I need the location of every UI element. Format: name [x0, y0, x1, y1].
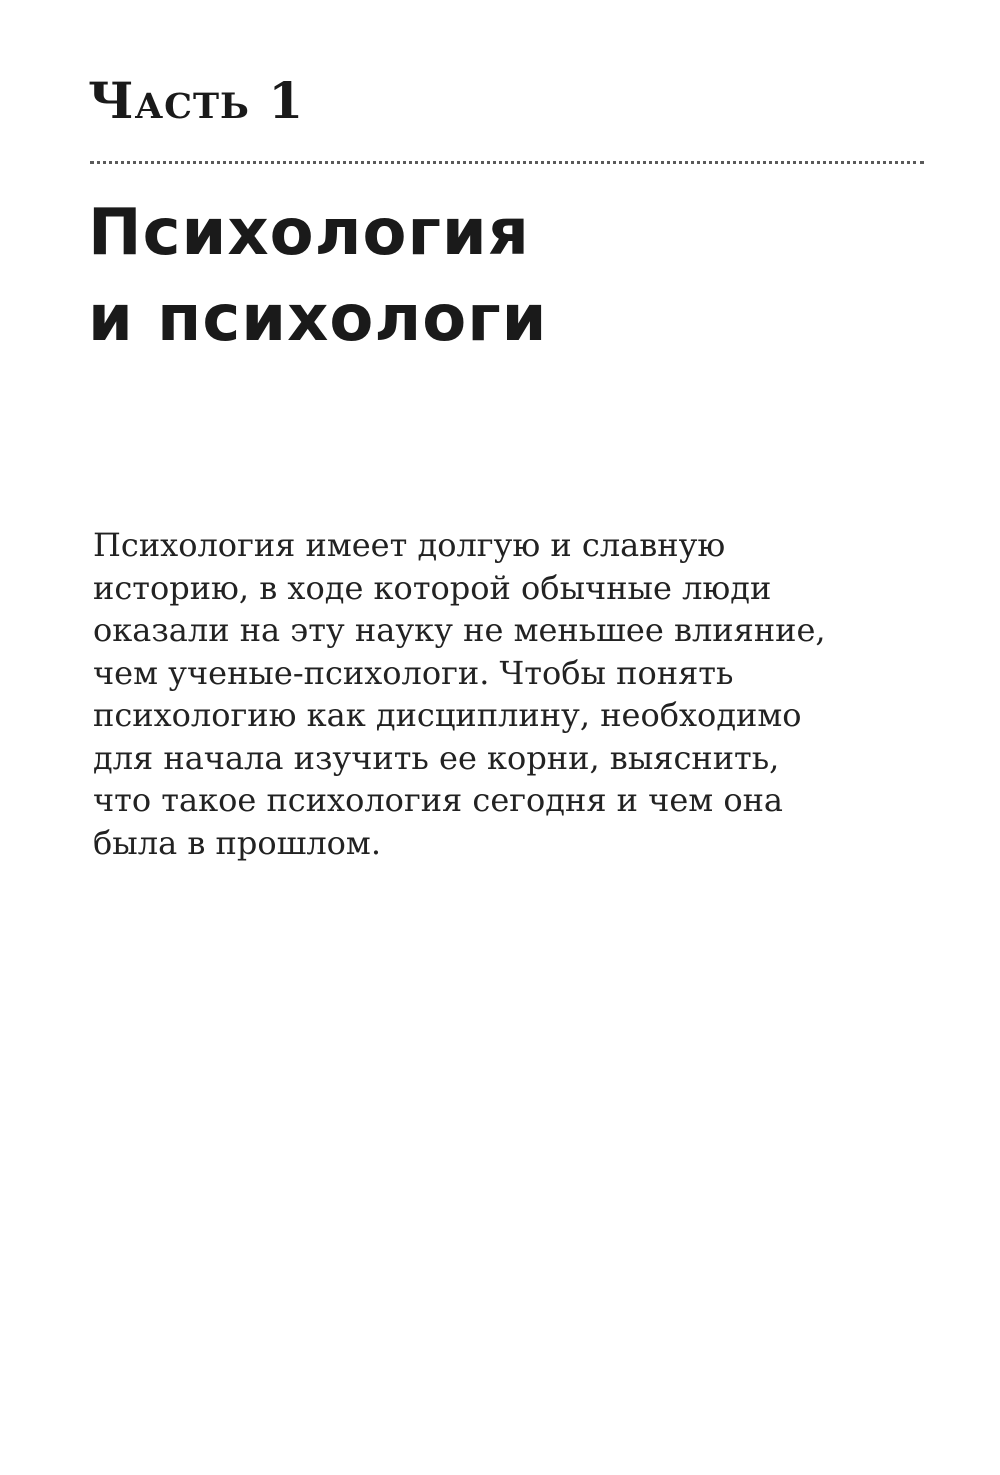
intro-line: историю, в ходе которой обычные люди: [93, 568, 772, 607]
intro-line: психологию как дисциплину, необходимо: [93, 696, 802, 734]
chapter-title: [88, 190, 548, 362]
intro-line: была в прошлом.: [93, 823, 381, 862]
part-label: Часть 1: [88, 71, 305, 130]
intro-line: чем ученые-психологи. Чтобы понять: [93, 653, 734, 692]
intro-paragraph: [93, 524, 873, 864]
chapter-title-line: и психологи: [88, 282, 548, 356]
dotted-divider: [90, 161, 924, 164]
intro-line: для начала изучить ее корни, выяснить,: [93, 738, 780, 777]
intro-line: что такое психология сегодня и чем она: [93, 781, 783, 819]
intro-line: оказали на эту науку не меньшее влияние,: [93, 611, 826, 649]
intro-line: Психология имеет долгую и славную: [93, 526, 726, 564]
chapter-title-line: Психология: [88, 196, 530, 270]
